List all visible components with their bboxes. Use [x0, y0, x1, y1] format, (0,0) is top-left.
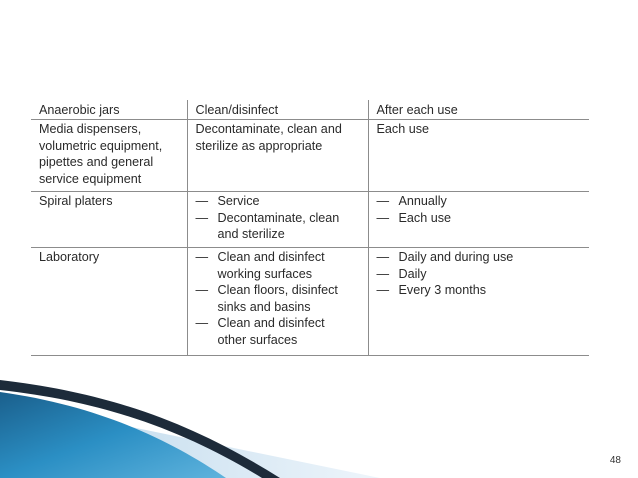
- list-item: [377, 282, 585, 299]
- table-cell-item: [31, 120, 187, 192]
- dash-bullet: —: [376, 283, 390, 298]
- maintenance-table: [31, 100, 589, 356]
- cell-text: Daily: [398, 266, 427, 281]
- table-cell-action: [187, 192, 368, 248]
- dash-bullet: —: [376, 210, 390, 225]
- list-item: [377, 249, 585, 266]
- dash-bullet: —: [376, 266, 390, 281]
- cell-text: volumetric equipment,: [39, 138, 163, 153]
- dash-bullet: —: [376, 194, 390, 208]
- table-cell-item: [31, 100, 187, 120]
- list-item: [377, 210, 585, 227]
- cell-text: Each use: [376, 122, 430, 136]
- list-item: [196, 249, 363, 282]
- table-cell-frequency: [368, 248, 589, 356]
- list-item: [196, 210, 363, 243]
- cell-text: Annually: [398, 194, 447, 208]
- cell-text: pipettes and general: [39, 155, 154, 170]
- cell-text: sinks and basins: [217, 299, 311, 314]
- cell-text: other surfaces: [217, 332, 298, 347]
- table-cell-item: [31, 248, 187, 356]
- maintenance-table-wrapper: [31, 100, 589, 356]
- cell-text: Clean/disinfect: [195, 103, 279, 117]
- cell-text: Media dispensers,: [39, 122, 142, 136]
- dash-bullet: —: [195, 194, 209, 208]
- cell-text: Every 3 months: [398, 283, 486, 298]
- list-item: [196, 315, 363, 348]
- cell-text: Daily and during use: [398, 250, 514, 264]
- cell-text: Spiral platers: [39, 194, 113, 208]
- cell-text: Clean floors, disinfect: [217, 283, 338, 298]
- list-item: [377, 193, 585, 210]
- table-cell-frequency: [368, 192, 589, 248]
- dash-bullet: —: [195, 283, 209, 298]
- table-row: [31, 100, 589, 120]
- cell-text: working surfaces: [217, 266, 312, 281]
- cell-text: Each use: [398, 210, 452, 225]
- dash-bullet: —: [195, 210, 209, 225]
- dash-bullet: —: [195, 316, 209, 331]
- table-cell-frequency: [368, 120, 589, 192]
- list-item: [196, 193, 363, 210]
- corner-swoosh-decoration: [0, 378, 638, 478]
- cell-text: Decontaminate, clean and: [195, 122, 342, 136]
- list-item: [377, 266, 585, 283]
- page-number: 48: [609, 455, 621, 466]
- cell-text: and sterilize: [217, 227, 285, 242]
- table-row: [31, 248, 589, 356]
- cell-text: Clean and disinfect: [217, 250, 325, 264]
- dash-bullet: —: [195, 250, 209, 264]
- table-row: [31, 192, 589, 248]
- table-cell-item: [31, 192, 187, 248]
- cell-text: Clean and disinfect: [217, 316, 325, 331]
- table-row: [31, 120, 589, 192]
- dash-bullet: —: [376, 250, 390, 264]
- cell-text: Service: [217, 194, 260, 208]
- table-cell-action: [187, 120, 368, 192]
- cell-text: sterilize as appropriate: [195, 138, 323, 153]
- list-item: [196, 282, 363, 315]
- cell-text: Decontaminate, clean: [217, 210, 340, 225]
- cell-text: Anaerobic jars: [39, 103, 120, 117]
- table-cell-action: [187, 100, 368, 120]
- table-cell-action: [187, 248, 368, 356]
- cell-text: service equipment: [39, 171, 142, 186]
- cell-text: After each use: [376, 103, 458, 117]
- cell-text: Laboratory: [39, 250, 100, 264]
- table-cell-frequency: [368, 100, 589, 120]
